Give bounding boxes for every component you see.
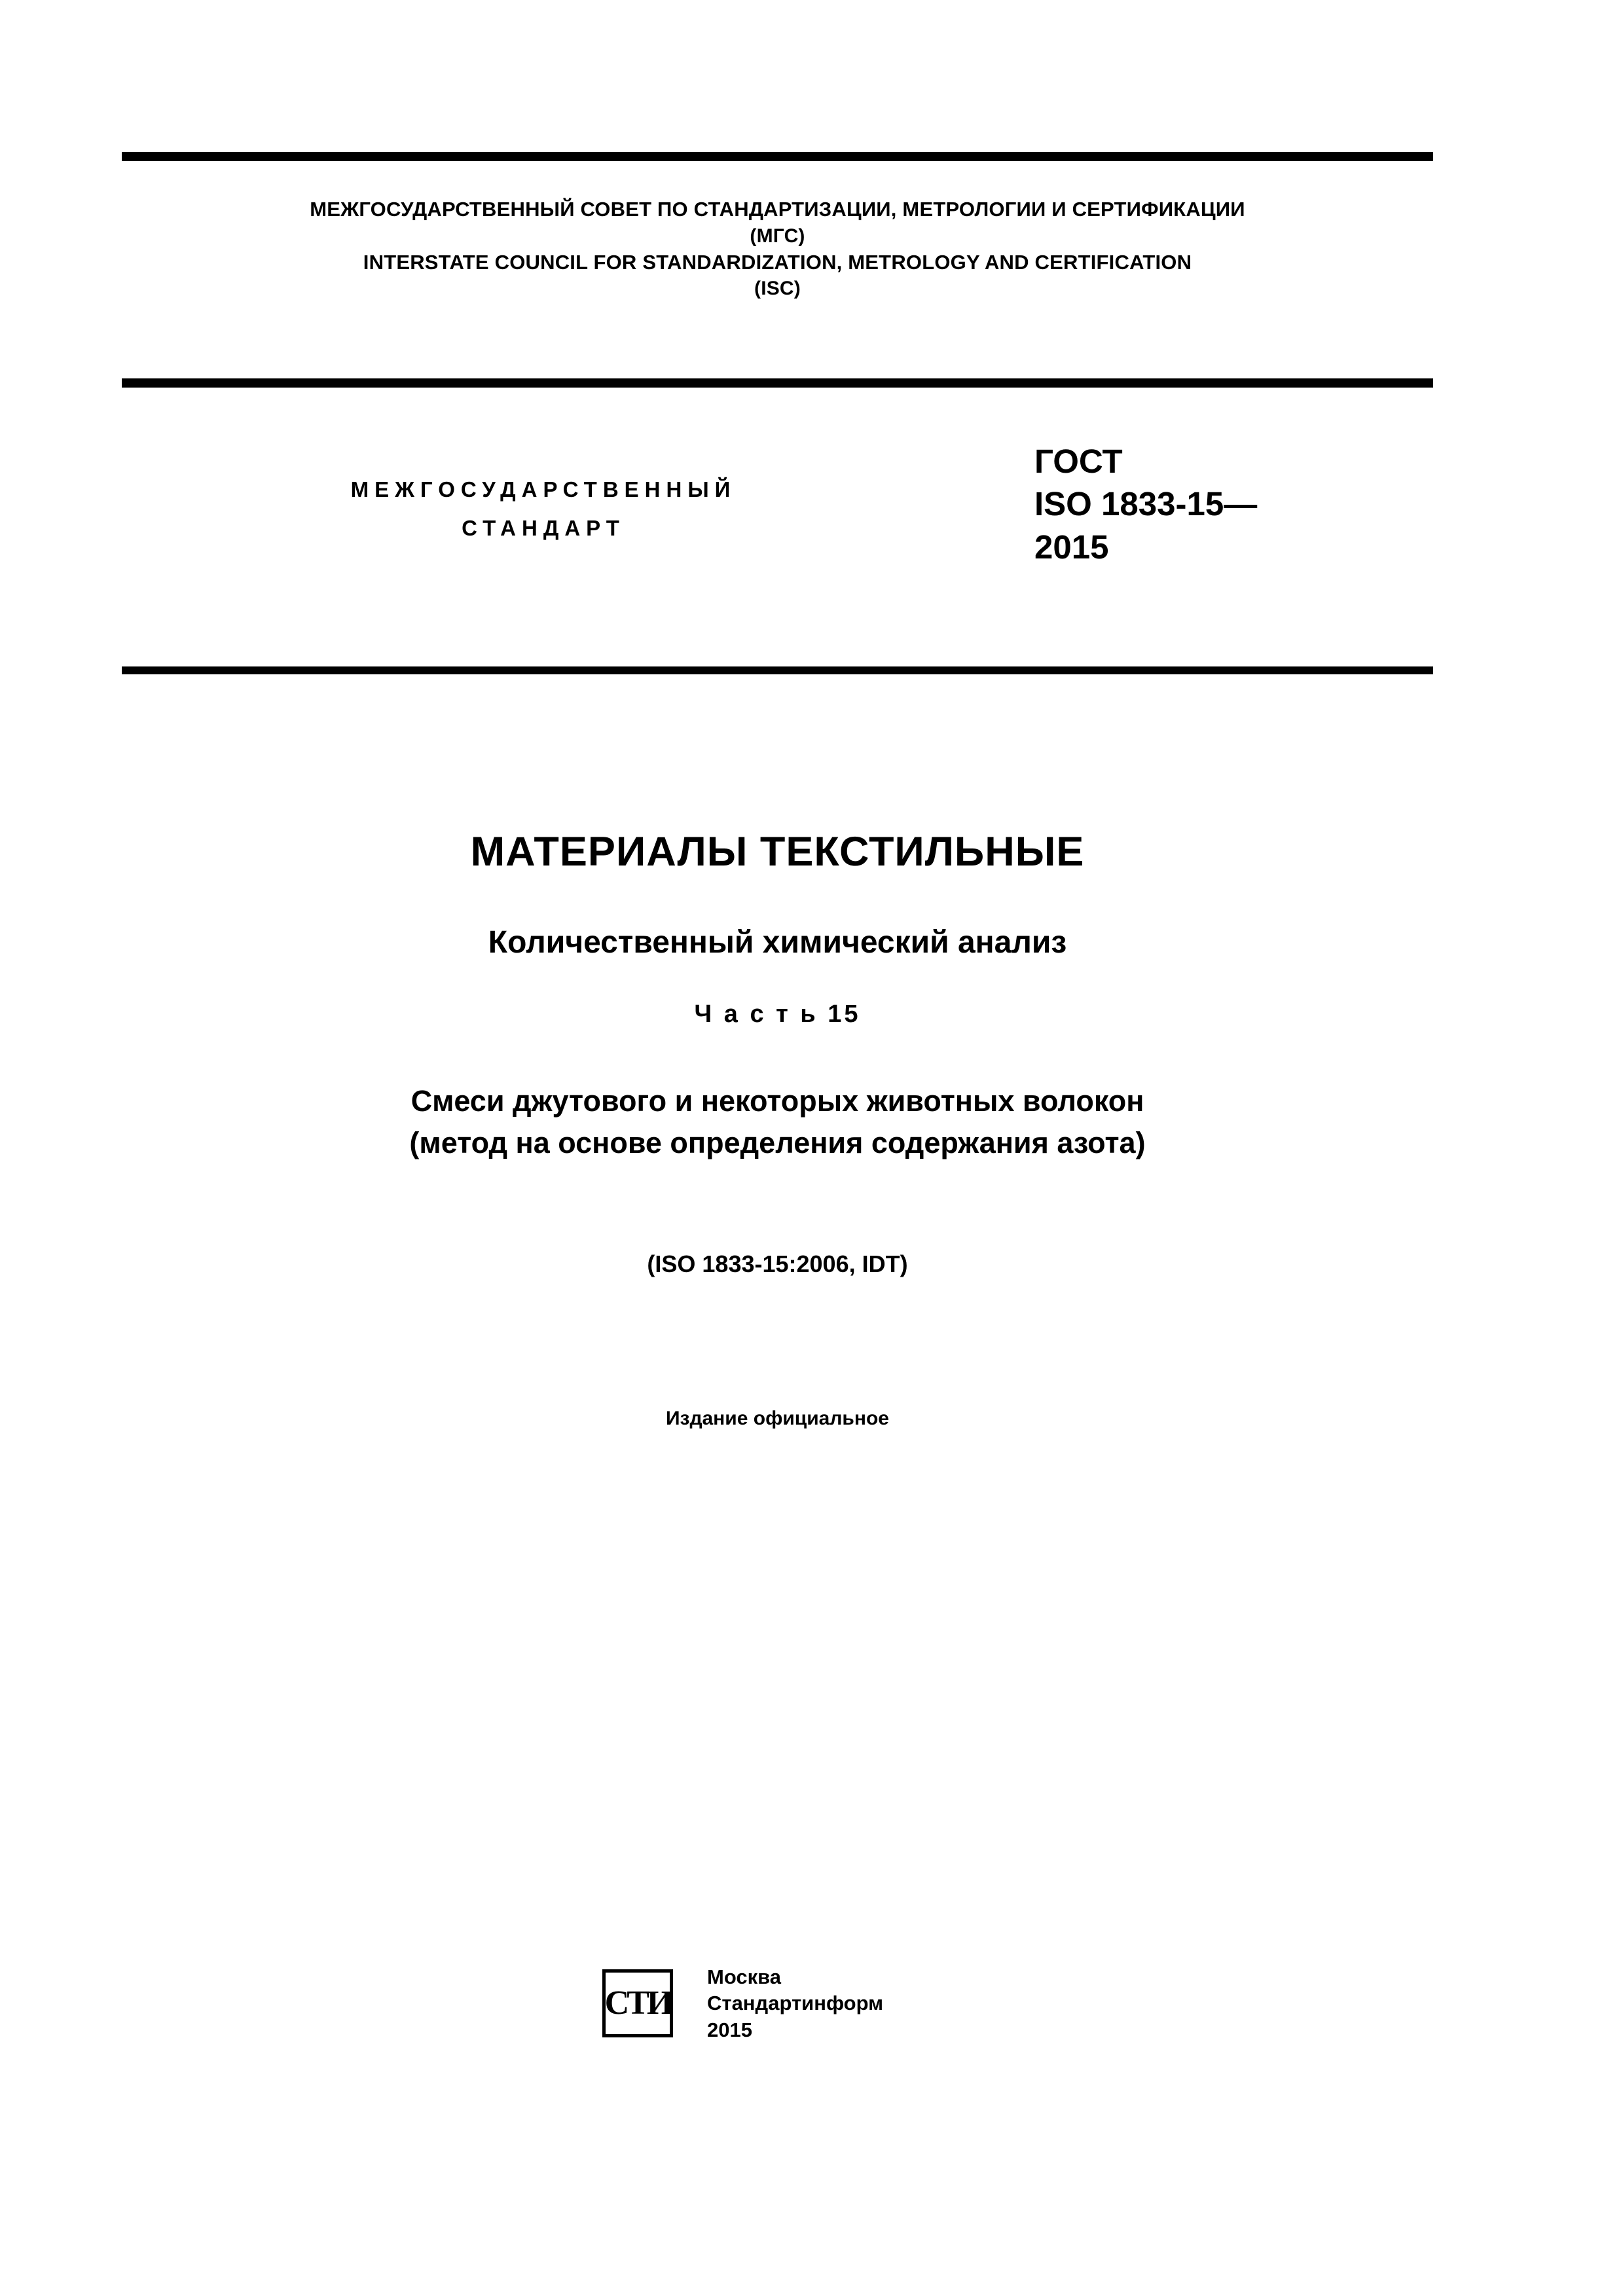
page-title: МАТЕРИАЛЫ ТЕКСТИЛЬНЫЕ bbox=[470, 829, 1085, 875]
council-header bbox=[122, 196, 1433, 302]
official-edition-note: Издание официальное bbox=[665, 1408, 889, 1429]
publisher-year: 2015 bbox=[707, 2018, 752, 2041]
title-scope-line2: (метод на основе определения содержания азота) bbox=[409, 1125, 1146, 1159]
iso-equivalence: (ISO 1833-15:2006, IDT) bbox=[647, 1250, 908, 1277]
designation-prefix: ГОСТ bbox=[1034, 443, 1123, 480]
designation-year: 2015 bbox=[1034, 528, 1109, 566]
council-abbr-en: (ISC) bbox=[754, 278, 801, 300]
standard-kind bbox=[216, 470, 871, 548]
designation-number: ISO 1833-15— bbox=[1034, 485, 1258, 523]
logo-text: СТИ bbox=[604, 1984, 671, 2022]
council-name-ru: МЕЖГОСУДАРСТВЕННЫЙ СОВЕТ ПО СТАНДАРТИЗАЦИИ, МЕТРОЛОГИИ И СЕРТИФИКАЦИИ bbox=[310, 198, 1245, 221]
publisher-block bbox=[602, 1964, 1021, 2049]
publisher-name: Стандартинформ bbox=[707, 1992, 884, 2015]
standard-kind-line2: СТАНДАРТ bbox=[462, 516, 625, 541]
header-rule-top bbox=[122, 152, 1433, 161]
title-scope-line1: Смеси джутового и некоторых животных волокон bbox=[410, 1084, 1144, 1118]
header-rule-middle bbox=[122, 378, 1433, 388]
title-scope bbox=[122, 1080, 1433, 1164]
council-name-en: INTERSTATE COUNCIL FOR STANDARDIZATION, METROLOGY AND CERTIFICATION bbox=[363, 250, 1192, 274]
title-subtitle: Количественный химический анализ bbox=[488, 925, 1067, 960]
council-abbr-ru: (МГС) bbox=[750, 225, 805, 247]
standard-kind-line1: МЕЖГОСУДАРСТВЕННЫЙ bbox=[350, 477, 737, 501]
standard-designation bbox=[1034, 440, 1427, 568]
standartinform-logo-icon bbox=[602, 1969, 673, 2037]
title-part-number: Ч а с т ь 15 bbox=[694, 1000, 861, 1028]
publisher-city: Москва bbox=[707, 1965, 781, 1988]
publisher-info bbox=[707, 1964, 982, 2043]
header-rule-bottom bbox=[122, 666, 1433, 674]
